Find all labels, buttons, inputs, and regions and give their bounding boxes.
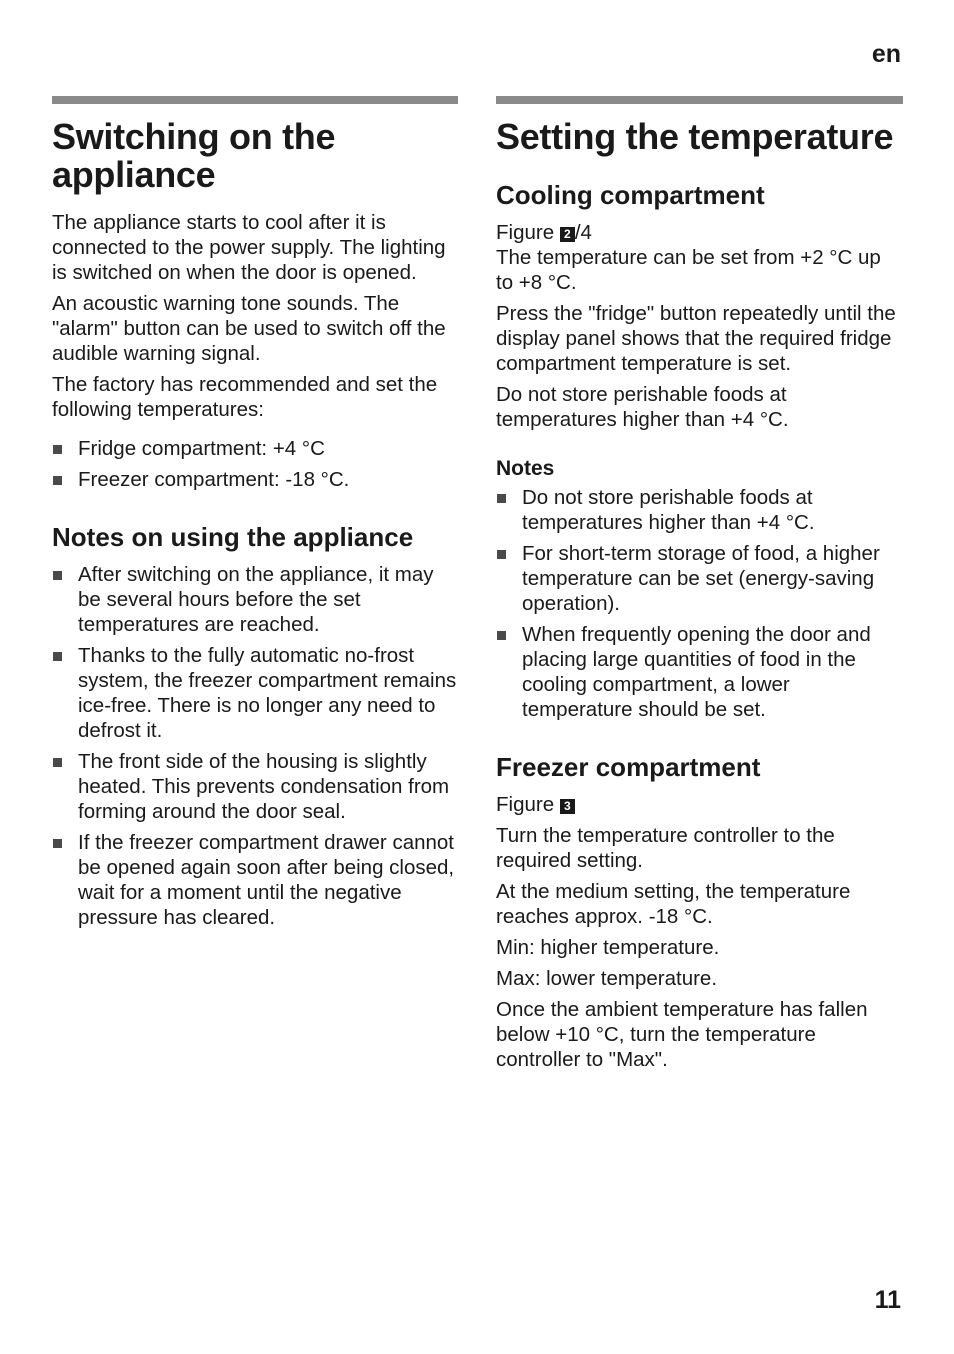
list-item-text: Fridge compartment: +4 °C [78,437,325,460]
list-item [52,830,458,930]
bullet-icon [497,631,506,640]
usage-notes-list [52,562,458,930]
list-item [52,562,458,637]
bullet-icon [53,839,62,848]
temperature-list [52,436,458,492]
paragraph: The temperature can be set from +2 °C up to +8 °C. [496,246,881,294]
paragraph: Do not store perishable foods at temperatures higher than +4 °C. [496,383,789,431]
paragraph: At the medium setting, the temperature reaches approx. -18 °C. [496,880,851,928]
section-rule [496,96,903,104]
list-item-text: Thanks to the fully automatic no-frost system, the freezer compartment remains ice-free. There is no longer any need to defrost it. [78,644,457,742]
bullet-icon [497,550,506,559]
language-code: en [871,40,901,68]
subsection-title-notes-on-using: Notes on using the appliance [52,522,414,552]
subsection-title-freezer: Freezer compartment [496,752,761,782]
right-column [496,96,903,1078]
figure-number-badge: 2 [560,227,575,242]
list-item [52,749,458,824]
subsection-title-cooling: Cooling compartment [496,180,765,210]
figure-reference [496,792,903,817]
left-column [52,96,458,936]
list-item-text: When frequently opening the door and placing large quantities of food in the cooling compartment, a lower temperature should be set. [522,623,871,721]
bullet-icon [53,445,62,454]
bullet-icon [53,758,62,767]
list-item [52,436,458,461]
paragraph: Min: higher temperature. [496,936,720,959]
cooling-notes-list [496,485,903,722]
section-rule [52,96,458,104]
paragraph: The appliance starts to cool after it is connected to the power supply. The lighting is switched on when the door is opened. [52,211,446,284]
list-item [52,467,458,492]
figure-label: Figure [496,221,555,244]
section-title-switching-on: Switching on the appliance [52,116,336,195]
bullet-icon [53,652,62,661]
figure-reference [496,220,903,245]
list-item-text: Do not store perishable foods at temperatures higher than +4 °C. [522,486,815,534]
list-item-text: After switching on the appliance, it may be several hours before the set temperatures are reached. [78,563,434,636]
section-title-setting-temperature: Setting the temperature [496,116,894,157]
list-item [496,622,903,722]
list-item [496,541,903,616]
bullet-icon [53,476,62,485]
list-item [52,643,458,743]
figure-suffix: /4 [574,221,592,244]
list-item-text: The front side of the housing is slightly heated. This prevents condensation from forming around the door seal. [78,750,450,823]
bullet-icon [53,571,62,580]
paragraph: Press the "fridge" button repeatedly until the display panel shows that the required fridge compartment temperature is set. [496,302,896,375]
figure-number-badge: 3 [560,799,575,814]
page-number: 11 [874,1286,901,1314]
list-item-text: If the freezer compartment drawer cannot be opened again soon after being closed, wait for a moment until the negative pressure has cleared. [78,831,455,929]
notes-heading: Notes [496,457,555,480]
list-item-text: Freezer compartment: -18 °C. [78,468,350,491]
list-item [496,485,903,535]
paragraph: Max: lower temperature. [496,967,718,990]
bullet-icon [497,494,506,503]
list-item-text: For short-term storage of food, a higher temperature can be set (energy-saving operation). [522,542,880,615]
paragraph: Turn the temperature controller to the required setting. [496,824,835,872]
figure-label: Figure [496,793,555,816]
paragraph: Once the ambient temperature has fallen below +10 °C, turn the temperature controller to "Max". [496,998,868,1071]
paragraph: The factory has recommended and set the following temperatures: [52,373,438,421]
paragraph: An acoustic warning tone sounds. The "alarm" button can be used to switch off the audible warning signal. [52,292,446,365]
